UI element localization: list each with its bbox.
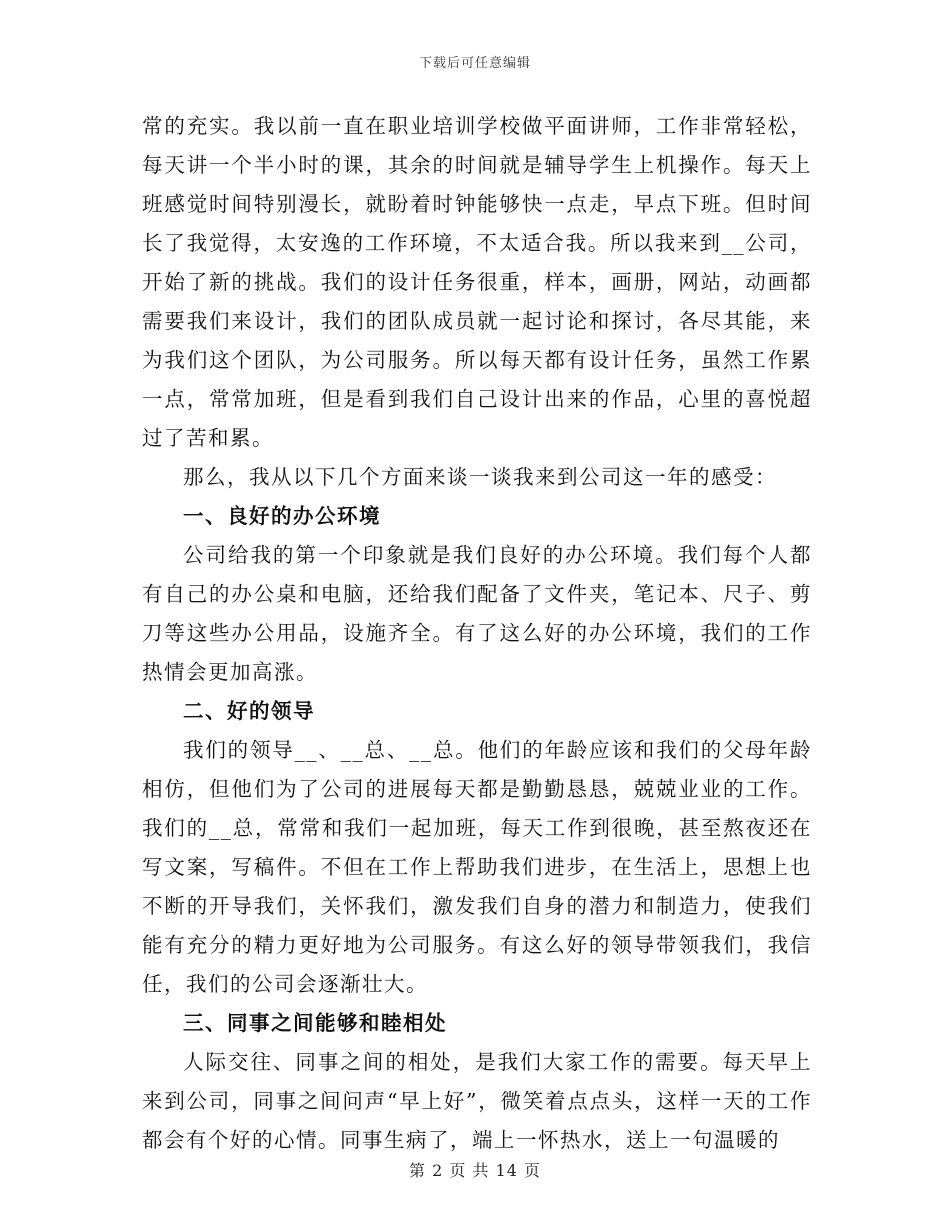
paragraph-5: 人际交往、同事之间的相处，是我们大家工作的需要。每天早上来到公司，同事之间问声“早上好”，微笑着点点头，这样一天的工作都会有个好的心情。同事生病了，端上一怀热水，送上一句温暖的: [142, 1050, 812, 1152]
section-heading-1: 一、良好的办公环境: [183, 504, 381, 528]
section-heading-3: 三、同事之间能够和睦相处: [183, 1011, 447, 1035]
paragraph-1: 常的充实。我以前一直在职业培训学校做平面讲师，工作非常轻松，每天讲一个半小时的课，其余的时间就是辅导学生上机操作。每天上班感觉时间特别漫长，就盼着时钟能够快一点走，早点下班。但时间长了我觉得，太安逸的工作环境，不太适合我。所以我来到__公司，开始了新的挑战。我们的设计任务很重，样本，画册，网站，动画都需要我们来设计，我们的团队成员就一起讨论和探讨，各尽其能，来为我们这个团队，为公司服务。所以每天都有设计任务，虽然工作累一点，常常加班，但是看到我们自己设计出来的作品，心里的喜悦超过了苦和累。: [142, 114, 812, 450]
section-heading-2: 二、好的领导: [183, 699, 315, 723]
header-note: 下载后可任意编辑: [418, 56, 531, 71]
paragraph-2: 那么，我从以下几个方面来谈一谈我来到公司这一年的感受：: [183, 465, 777, 489]
paragraph-3: 公司给我的第一个印象就是我们良好的办公环境。我们每个人都有自己的办公桌和电脑，还给我们配备了文件夹，笔记本、尺子、剪刀等这些办公用品，设施齐全。有了这么好的办公环境，我们的工作热情会更加高涨。: [142, 543, 812, 684]
page-number-footer: 第 2 页 共 14 页: [409, 1161, 541, 1180]
document-body: [142, 107, 812, 1160]
paragraph-4: 我们的领导__、__总、__总。他们的年龄应该和我们的父母年龄相仿，但他们为了公司的进展每天都是勤勤恳恳，兢兢业业的工作。我们的__总，常常和我们一起加班，每天工作到很晚，甚至熬夜还在写文案，写稿件。不但在工作上帮助我们进步，在生活上，思想上也不断的开导我们，关怀我们，激发我们自身的潜力和制造力，使我们能有充分的精力更好地为公司服务。有这么好的领导带领我们，我信任，我们的公司会逐渐壮大。: [142, 738, 812, 996]
